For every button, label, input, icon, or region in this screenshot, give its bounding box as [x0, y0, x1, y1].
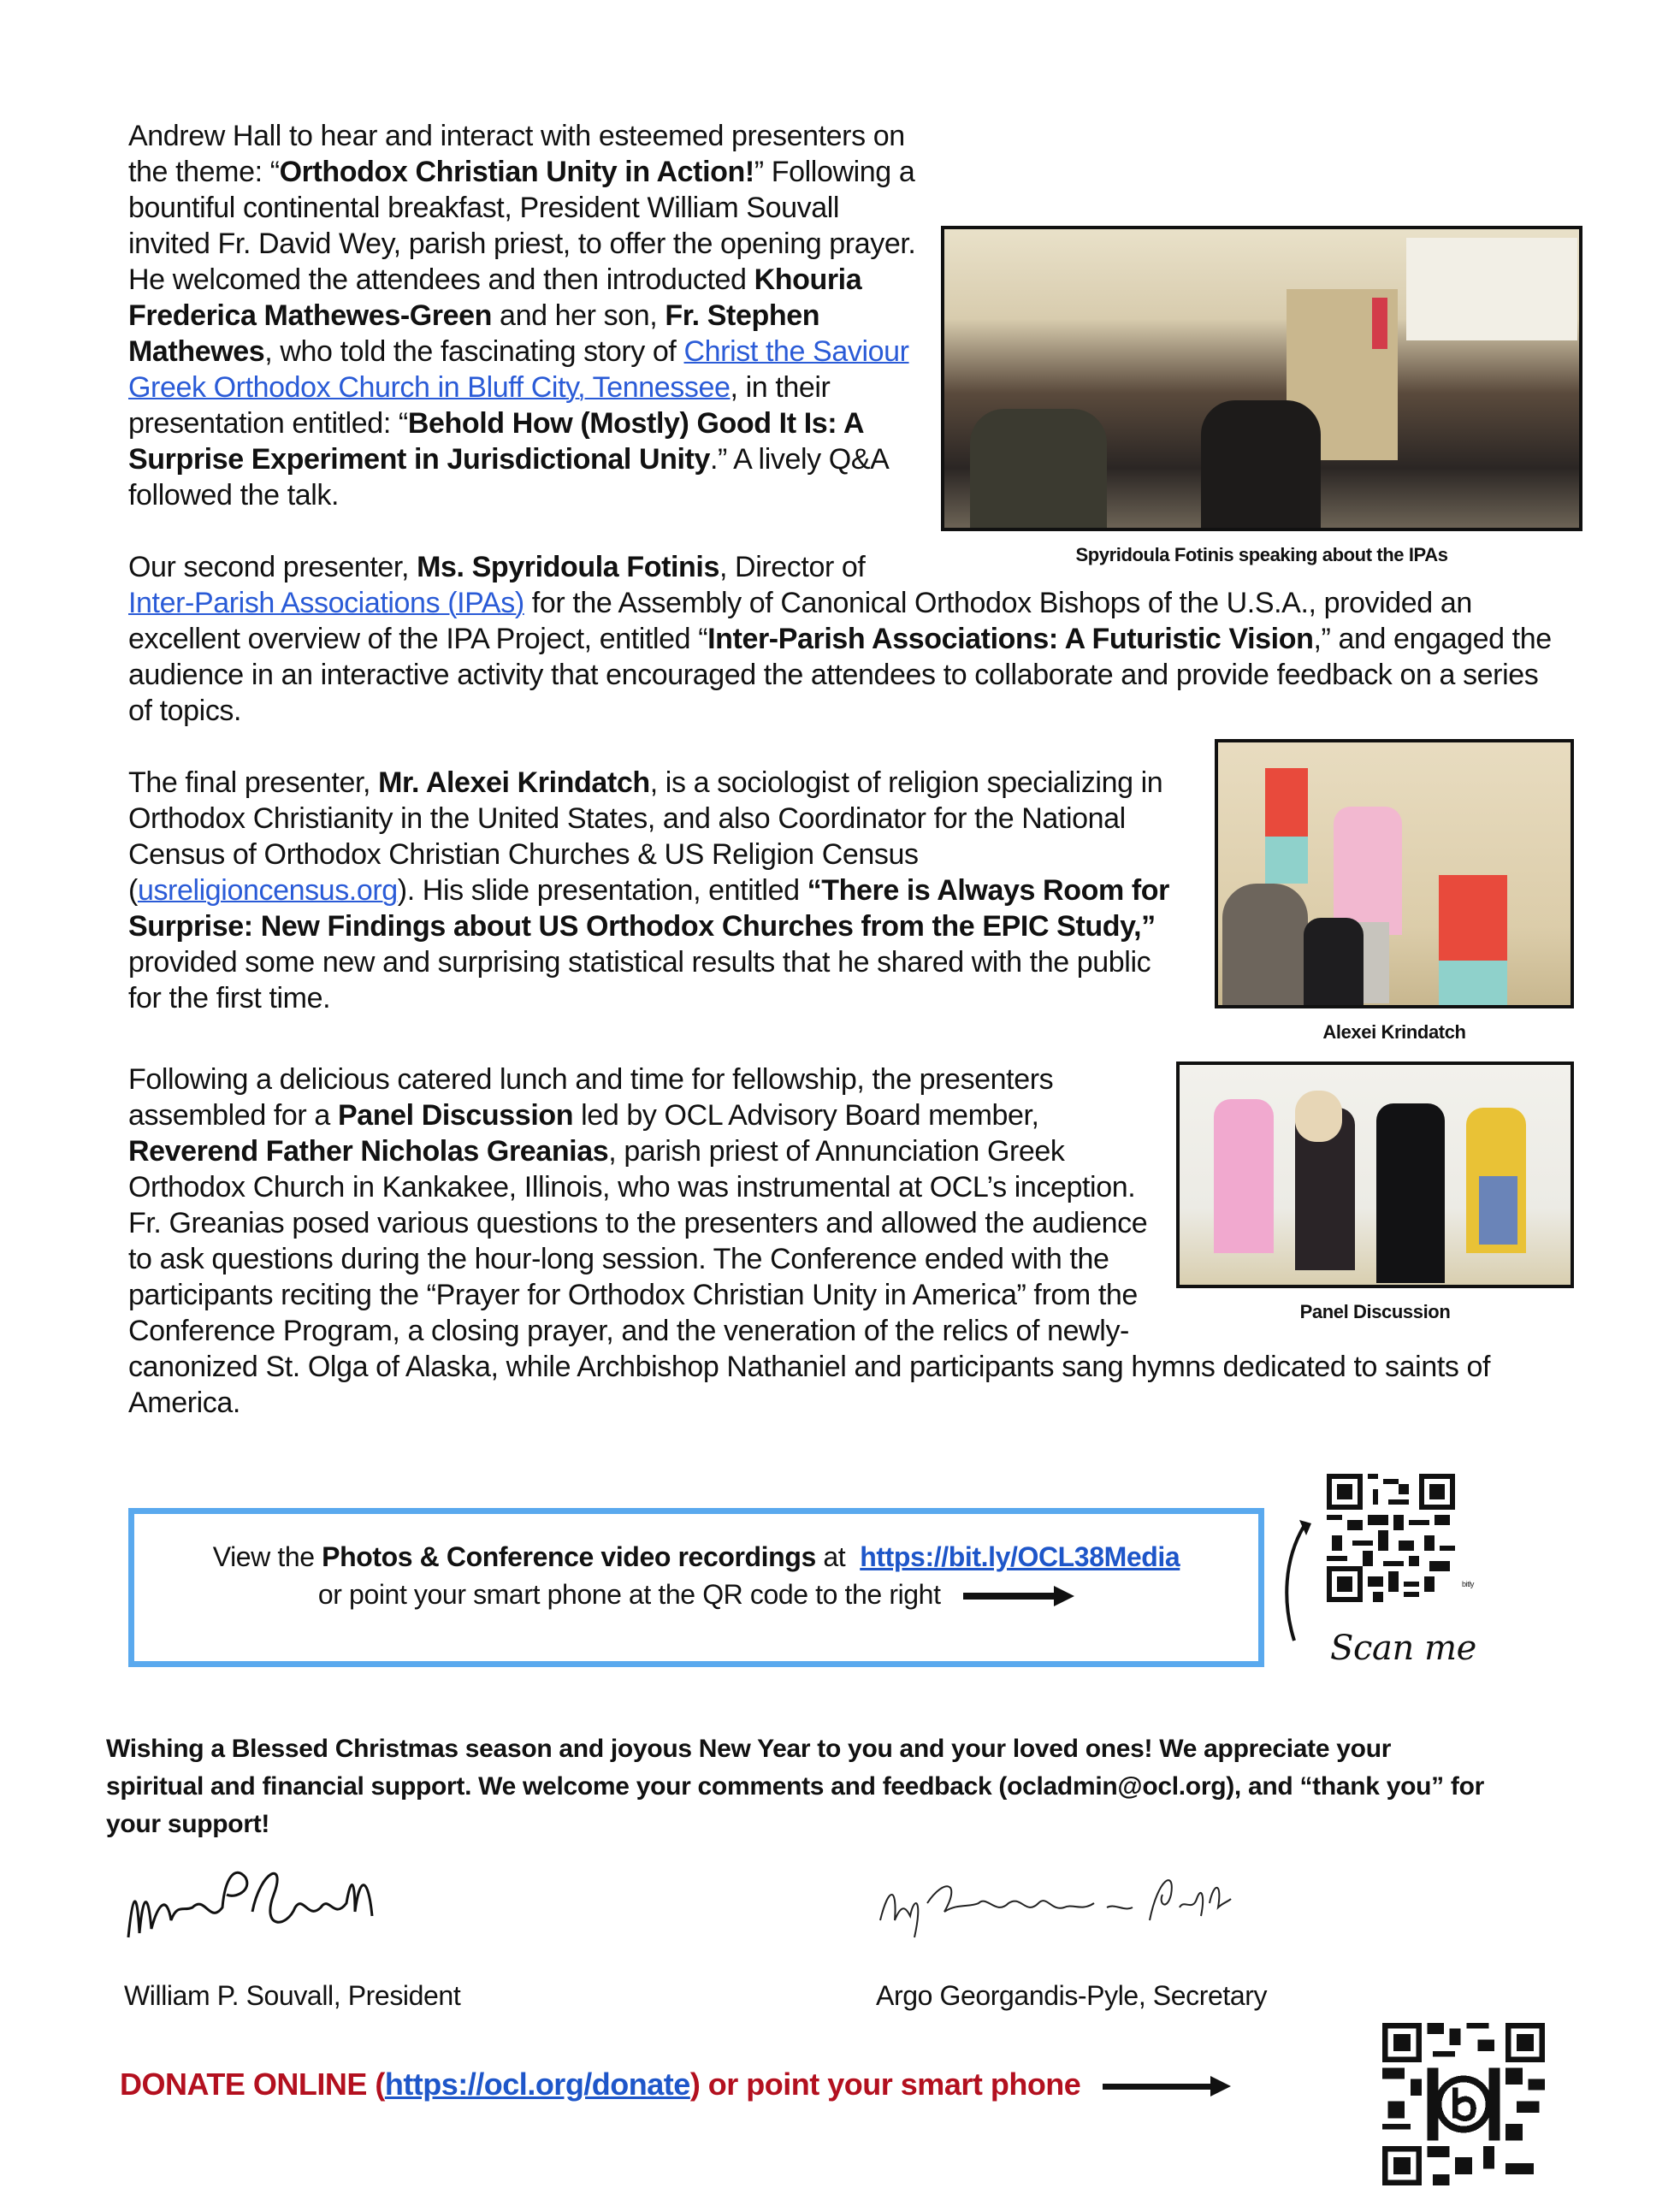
signature-block-president: [124, 1860, 460, 2013]
moderator-name: Reverend Father Nicholas Greanias: [128, 1135, 609, 1168]
media-line-1: [151, 1538, 1241, 1576]
text: , Director of: [719, 551, 866, 583]
text: .” A lively Q&A followed the talk.: [128, 443, 888, 512]
donate-section: [120, 2023, 1565, 2194]
text: View the: [212, 1541, 322, 1572]
text: ” Following a bountiful continental breakfast, President William Souvall invited Fr. David Wey, parish priest, to offer the opening prayer. He welcomed the attendees and then introducted: [128, 156, 916, 296]
church-link[interactable]: Christ the Saviour Greek Orthodox Church in Bluff City, Tennessee: [128, 335, 909, 404]
president-name: William P. Souvall, President: [124, 1980, 461, 2011]
census-link[interactable]: usreligioncensus.org: [137, 874, 398, 907]
text: Our second presenter,: [128, 551, 417, 583]
donate-qr-code[interactable]: [1382, 2023, 1545, 2185]
text: , parish priest of Annunciation Greek Orthodox Church in Kankakee, Illinois, who was instrumental at OCL’s inception. Fr. Greanias posed various questions to the presenters and allowed the audience to ask questions during the hour-long session. The Conference ended with the participants reciting the “Prayer for Orthodox Christian Unity in America” from the Conference Program, a closing prayer, and the veneration of the relics of newly-canonized St. Olga of Alaska, while Archbishop Nathaniel and participants sang hymns dedicated to saints of America.: [128, 1135, 1491, 1419]
text: ) or point your smart phone: [689, 2067, 1081, 2102]
presenter-name: Fr. Stephen Mathewes: [128, 299, 820, 368]
scan-me-label: Scan me: [1330, 1629, 1476, 1668]
text: The final presenter,: [128, 766, 379, 799]
signature-block-secretary: [876, 1860, 1267, 2013]
text: , who told the fascinating story of: [264, 335, 684, 368]
presentation-title: “There is Always Room for Surprise: New Findings about US Orthodox Churches from the EPIC Study,”: [128, 874, 1169, 943]
presenter-name: Mr. Alexei Krindatch: [378, 766, 650, 799]
secretary-name: Argo Georgandis-Pyle, Secretary: [876, 1980, 1268, 2011]
text: ). His slide presentation, entitled: [397, 874, 807, 907]
conference-theme: Orthodox Christian Unity in Action!: [279, 156, 754, 188]
donate-line: [120, 2066, 1231, 2105]
text: Andrew Hall to hear and interact with esteemed presenters on the theme: “: [128, 120, 905, 188]
donate-label: DONATE ONLINE (: [120, 2067, 385, 2102]
text: Following a delicious catered lunch and time for fellowship, the presenters assembled for a: [128, 1063, 1054, 1132]
presentation-title: Inter-Parish Associations: A Futuristic Vision: [707, 623, 1314, 655]
photo-caption: Spyridoula Fotinis speaking about the IPAs: [1075, 544, 1448, 565]
text: , is a sociologist of religion specializing in Orthodox Christianity in the United States, and also Coordinator for the National Census of Orthodox Christian Churches & US Religion Census (: [128, 766, 1163, 907]
media-qr-code[interactable]: [1327, 1474, 1474, 1602]
presentation-title: Behold How (Mostly) Good It Is: A Surprise Experiment in Jurisdictional Unity: [128, 407, 863, 476]
media-link[interactable]: https://bit.ly/OCL38Media: [860, 1541, 1180, 1572]
text: for the Assembly of Canonical Orthodox Bishops of the U.S.A., provided an excellent overview of the IPA Project, entitled “: [128, 587, 1472, 655]
article-body: [106, 0, 1565, 2194]
photo-audience-ipa-talk: [941, 226, 1582, 531]
photo-alexei-krindatch: [1215, 739, 1574, 1008]
media-recordings-box: [128, 1508, 1264, 1667]
paragraph-second-presenter: [128, 549, 1565, 729]
text: and her son,: [492, 299, 665, 332]
session-name: Panel Discussion: [337, 1099, 574, 1132]
qr-brand: bitly: [1461, 1580, 1474, 1588]
curved-arrow-icon: [1279, 1517, 1313, 1653]
figure-audience: [941, 226, 1582, 567]
text: , in their presentation entitled: “: [128, 371, 831, 440]
photo-caption: Panel Discussion: [1299, 1301, 1451, 1322]
qr-code-icon: [1327, 1474, 1455, 1602]
presenter-name: Khouria Frederica Mathewes-Green: [128, 263, 862, 332]
closing-message: Wishing a Blessed Christmas season and joyous New Year to you and your loved ones! We appreciate your spiritual and financial support. We welcome your comments and feedback (ocladmin@ocl.org), and “thank you” for your support!: [106, 1735, 1484, 1838]
qr-code-icon: [1382, 2023, 1545, 2185]
media-highlight: Photos & Conference video recordings: [322, 1541, 816, 1572]
arrow-right-icon: [1103, 2067, 1231, 2105]
photo-caption: Alexei Krindatch: [1322, 1021, 1466, 1043]
signature-secretary: [876, 1860, 1267, 1963]
signature-president: [124, 1860, 460, 1963]
arrow-right-icon: [963, 1578, 1074, 1616]
signatures: [124, 1860, 1565, 2011]
text: led by OCL Advisory Board member,: [573, 1099, 1039, 1132]
media-section: [128, 1474, 1565, 1671]
figure-panel: [1176, 1062, 1574, 1324]
media-line-2: [151, 1576, 1241, 1616]
presenter-name: Ms. Spyridoula Fotinis: [417, 551, 719, 583]
text: or point your smart phone at the QR code to the right: [317, 1579, 941, 1610]
photo-panel-discussion: [1176, 1062, 1574, 1288]
text: ,” and engaged the audience in an interactive activity that encouraged the attendees to collaborate and provide feedback on a series of topics.: [128, 623, 1552, 727]
donate-link[interactable]: https://ocl.org/donate: [384, 2067, 690, 2102]
figure-krindatch: [1215, 739, 1574, 1044]
text: at: [815, 1541, 853, 1572]
text: provided some new and surprising statistical results that he shared with the public for the first time.: [128, 946, 1151, 1014]
media-qr-area: [1279, 1474, 1501, 1671]
ipa-link[interactable]: Inter-Parish Associations (IPAs): [128, 587, 524, 619]
